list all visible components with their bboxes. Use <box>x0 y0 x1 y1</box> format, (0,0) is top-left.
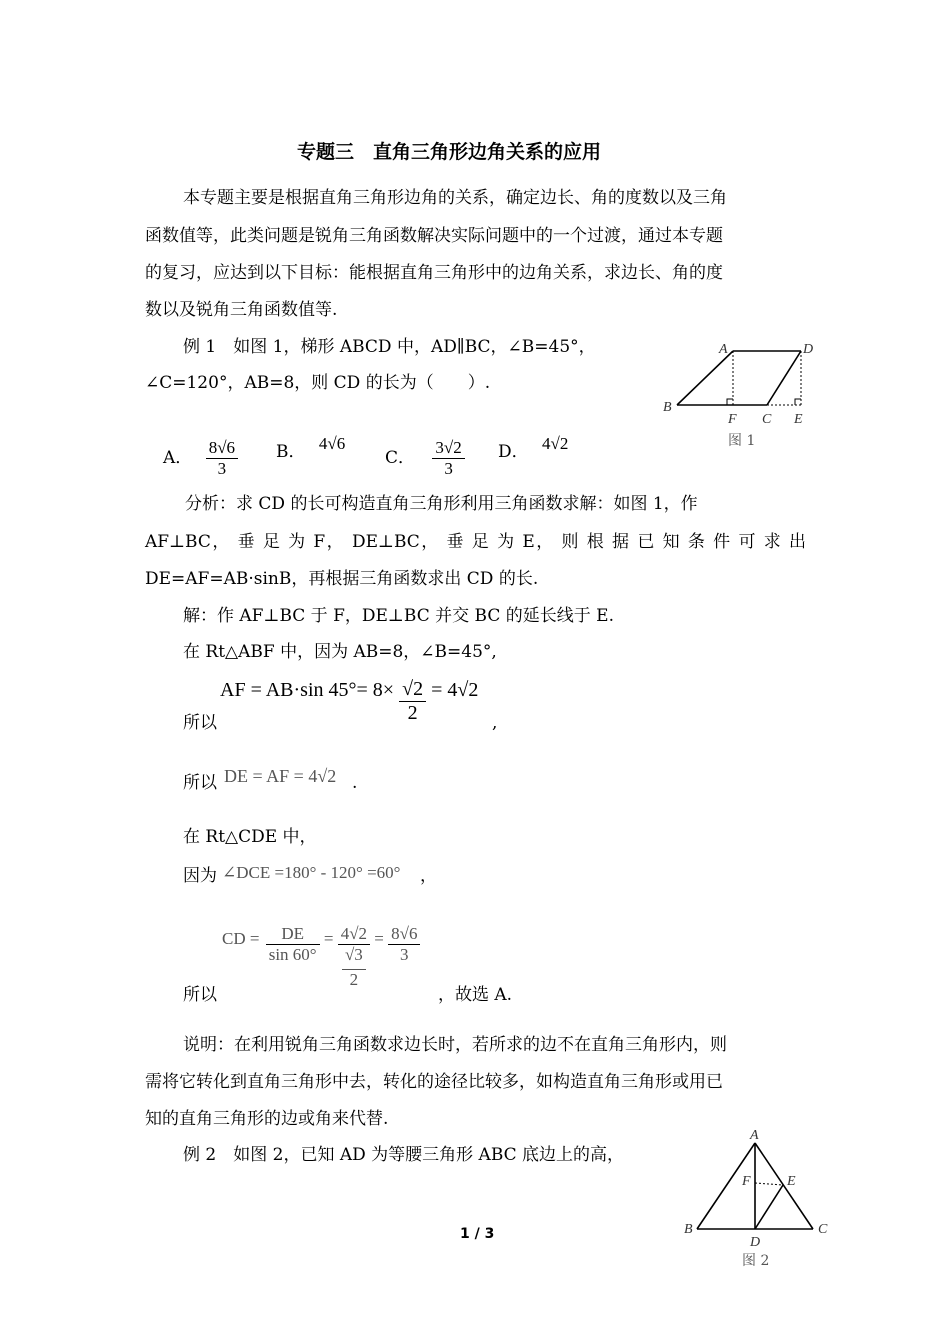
de-period: . <box>352 773 358 793</box>
intro-line-2: 函数值等，此类问题是锐角三角函数解决实际问题中的一个过渡，通过本专题 <box>145 226 723 246</box>
figure-1 <box>655 333 825 453</box>
af-fraction-numerator: √2 <box>399 678 426 702</box>
solution-angle-prefix: 因为 <box>183 866 217 886</box>
solution-line-1: 解：作 AF⊥BC 于 F，DE⊥BC 并交 BC 的延长线于 E. <box>183 606 614 626</box>
cd-fraction-2-inner <box>342 945 366 990</box>
af-fraction-denominator: 2 <box>407 702 418 724</box>
fig2-segment-fe <box>755 1183 783 1185</box>
fig1-label-e: E <box>794 412 803 427</box>
option-d-label: D． <box>498 442 529 462</box>
analysis-line-3: DE=AF=AB·sinB，再根据三角函数求出 CD 的长. <box>145 569 539 589</box>
option-d <box>498 434 569 462</box>
fig1-label-c: C <box>762 412 772 427</box>
solution-cd-suffix: ，故选 A. <box>438 985 513 1005</box>
fig1-caption: 图 1 <box>728 433 756 449</box>
figure-2 <box>675 1125 845 1275</box>
fig1-label-b: B <box>663 400 672 415</box>
page-number: 1 / 3 <box>460 1226 495 1242</box>
example1-line-1: 例 1 如图 1，梯形 ABCD 中，AD∥BC，∠B=45°， <box>183 337 596 357</box>
solution-so-1: 所以 <box>183 713 217 733</box>
angle-suffix: ， <box>420 866 437 886</box>
option-c-fraction <box>432 438 464 479</box>
cd-fraction-1 <box>266 924 320 965</box>
analysis-line-2: AF⊥BC， 垂 足 为 F， DE⊥BC， 垂 足 为 E， 则 根 据 已 知 条 件 可 求 出 <box>145 532 806 552</box>
cd-equals-1: = <box>323 929 334 949</box>
af-fraction <box>399 678 426 725</box>
option-c-denominator: 3 <box>444 459 453 478</box>
option-c-label: C． <box>385 448 416 468</box>
option-a-denominator: 3 <box>217 459 227 478</box>
note-line-1: 说明：在利用锐角三角函数求边长时，若所求的边不在直角三角形内，则 <box>183 1035 727 1055</box>
cd-formula <box>222 924 420 990</box>
solution-so-2: 所以 <box>183 773 217 793</box>
intro-line-1: 本专题主要是根据直角三角形边角的关系，确定边长、角的度数以及三角 <box>183 188 727 208</box>
cd-formula-lhs: CD = <box>222 929 260 949</box>
fig1-right-angle-f <box>727 399 733 405</box>
cd-fraction-2-inner-numerator: √3 <box>344 945 363 964</box>
intro-line-3: 的复习，应达到以下目标：能根据直角三角形中的边角关系，求边长、角的度 <box>145 263 723 283</box>
intro-line-4: 数以及锐角三角函数值等. <box>145 300 338 320</box>
solution-cd-prefix: 所以 <box>183 985 217 1005</box>
cd-fraction-3-denominator: 3 <box>400 945 409 964</box>
option-a-label: A． <box>163 448 193 468</box>
fig1-edge-ab <box>677 351 733 405</box>
de-formula: DE = AF = 4√2 <box>224 766 337 786</box>
fig2-caption: 图 2 <box>742 1253 770 1269</box>
af-formula-lhs: AF = AB·sin 45°= 8× <box>220 679 395 702</box>
option-c-numerator: 3√2 <box>432 438 464 459</box>
cd-fraction-2-denominator <box>338 945 370 990</box>
fig2-label-d: D <box>750 1235 761 1250</box>
option-a-numerator: 8√6 <box>206 438 238 459</box>
option-b-label: B． <box>276 442 306 462</box>
solution-line-2: 在 Rt△ABF 中，因为 AB=8，∠B=45°, <box>183 642 497 662</box>
cd-fraction-1-numerator: DE <box>266 924 320 945</box>
example2-line-1: 例 2 如图 2，已知 AD 为等腰三角形 ABC 底边上的高， <box>183 1145 625 1165</box>
analysis-line-1: 分析：求 CD 的长可构造直角三角形利用三角函数求解：如图 1，作 <box>185 494 698 514</box>
fig1-label-d: D <box>803 342 814 357</box>
note-line-3: 知的直角三角形的边或角来代替. <box>145 1109 389 1129</box>
example1-line-2: ∠C=120°，AB=8，则 CD 的长为（ ）. <box>145 373 491 393</box>
af-comma: , <box>492 713 498 733</box>
cd-fraction-3 <box>388 924 420 965</box>
option-c <box>385 407 465 479</box>
fig1-label-a: A <box>719 342 728 357</box>
cd-fraction-2-inner-denominator: 2 <box>342 969 366 990</box>
af-formula-result: = 4√2 <box>431 679 479 702</box>
cd-fraction-1-denominator: sin 60° <box>268 945 317 964</box>
fig1-right-angle-e <box>795 399 801 405</box>
option-b <box>276 434 346 462</box>
fig2-label-a: A <box>750 1128 759 1143</box>
fig1-label-f: F <box>728 412 737 427</box>
option-a-fraction <box>206 438 238 479</box>
fig2-label-c: C <box>818 1222 828 1237</box>
cd-fraction-2 <box>338 924 370 990</box>
fig2-label-e: E <box>787 1174 796 1189</box>
fig2-label-f: F <box>742 1174 751 1189</box>
page-title: 专题三 直角三角形边角关系的应用 <box>297 141 602 163</box>
angle-formula: ∠DCE =180° - 120° =60° <box>222 863 401 882</box>
note-line-2: 需将它转化到直角三角形中去，转化的途径比较多，如构造直角三角形或用已 <box>145 1072 723 1092</box>
fig1-edge-dc <box>767 351 801 405</box>
option-b-expression: 4√6 <box>318 434 346 453</box>
af-formula <box>220 678 478 725</box>
cd-fraction-3-numerator: 8√6 <box>388 924 420 945</box>
fig2-label-b: B <box>684 1222 693 1237</box>
cd-equals-2: = <box>374 929 384 949</box>
option-d-expression: 4√2 <box>542 434 569 453</box>
fig2-segment-de <box>755 1185 783 1229</box>
cd-fraction-2-numerator: 4√2 <box>338 924 370 945</box>
option-a <box>163 407 238 479</box>
solution-line-5: 在 Rt△CDE 中， <box>183 827 317 847</box>
